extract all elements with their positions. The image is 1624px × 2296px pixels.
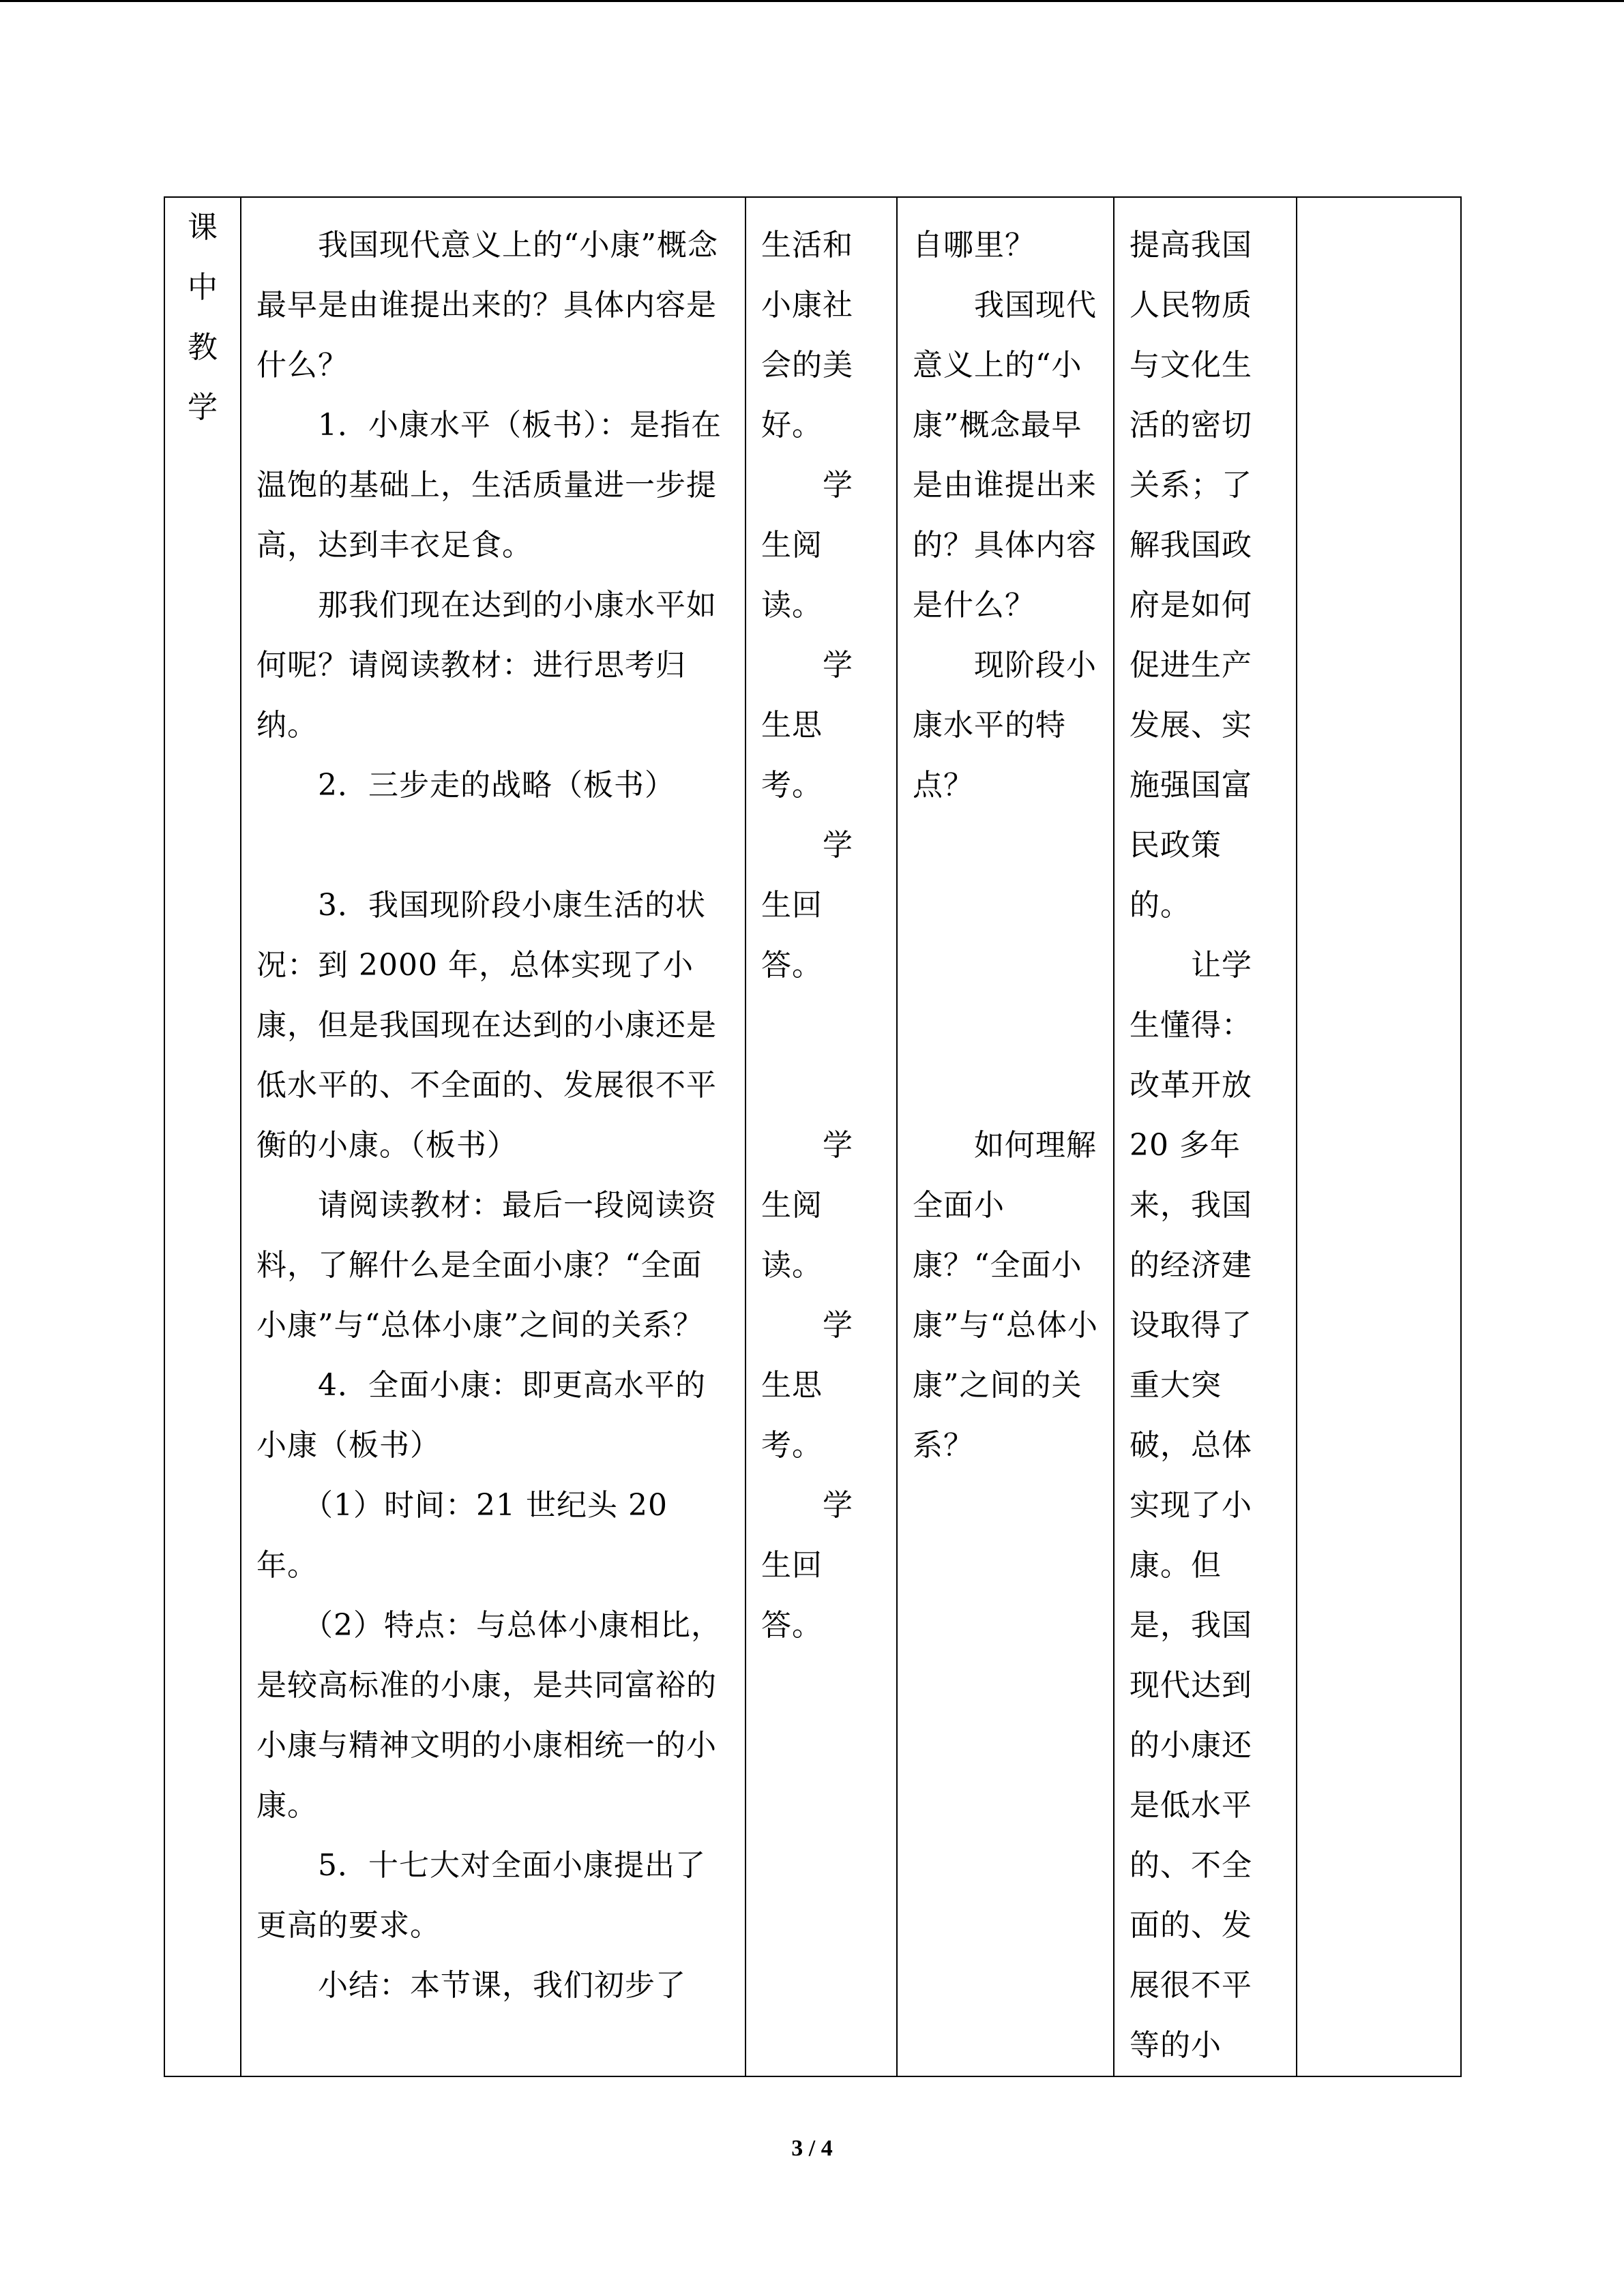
paragraph: 现阶段小康水平的特点？ <box>913 648 1097 803</box>
student-activity <box>746 198 896 1656</box>
guiding-questions-cell <box>897 197 1114 2076</box>
section-label-cell <box>164 197 241 2076</box>
paragraph <box>913 936 1098 996</box>
guiding-questions <box>898 198 1113 1476</box>
design-intent <box>1114 198 1296 2076</box>
paragraph <box>256 816 730 876</box>
table-row <box>164 197 1461 2076</box>
notes-cell <box>1297 197 1461 2076</box>
paragraph: 请阅读教材：最后一段阅读资料，了解什么是全面小康？“全面小康”与“总体小康”之间的关系？ <box>256 1188 717 1343</box>
paragraph: 学生思考。 <box>761 648 853 803</box>
lesson-plan-table <box>164 196 1462 2077</box>
paragraph: 我国现代意义上的“小康”概念最早是由谁提出来的？具体内容是什么？ <box>256 228 718 383</box>
paragraph: （1）时间：21 世纪头 20 年。 <box>256 1488 678 1583</box>
paragraph <box>913 816 1098 876</box>
paragraph: 学生阅读。 <box>761 1128 853 1283</box>
paragraph: 5．十七大对全面小康提出了更高的要求。 <box>256 1848 706 1943</box>
paragraph: （2）特点：与总体小康相比，是较高标准的小康，是共同富裕的小康与精神文明的小康相统一的小康。 <box>256 1608 722 1823</box>
paragraph: 学生回答。 <box>761 828 853 983</box>
teacher-content-cell <box>241 197 745 2076</box>
paragraph <box>761 996 881 1056</box>
paragraph: 学生回答。 <box>761 1488 853 1643</box>
paragraph: 自哪里？ <box>913 228 1035 263</box>
paragraph: 学生阅读。 <box>761 468 853 623</box>
design-intent-cell <box>1114 197 1297 2076</box>
paragraph <box>913 876 1098 936</box>
paragraph: 让学生懂得：改革开放 20 多年来，我国的经济建设取得了重大突破，总体实现了小康。但是，我国现代达到的小康还是低水平的、不全面的、发展很不平等的小 <box>1130 948 1263 2063</box>
paragraph: 3．我国现阶段小康生活的状况：到 2000 年，总体实现了小康，但是我国现在达到的小康还是低水平的、不全面的、发展很不平衡的小康。（板书） <box>256 888 717 1163</box>
paragraph: 那我们现在达到的小康水平如何呢？请阅读教材：进行思考归纳。 <box>256 588 717 743</box>
paragraph: 我国现代意义上的“小康”概念最早是由谁提出来的？具体内容是什么？ <box>913 288 1097 623</box>
paragraph <box>913 996 1098 1056</box>
paragraph: 1．小康水平（板书）：是指在温饱的基础上，生活质量进一步提高，达到丰衣足食。 <box>256 408 722 563</box>
page-number: 3 / 4 <box>791 2136 833 2161</box>
notes <box>1297 198 1460 215</box>
paragraph <box>761 1056 881 1116</box>
paragraph: 提高我国人民物质与文化生活的密切关系；了解我国政府是如何促进生产发展、实施强国富民政策的。 <box>1130 228 1252 923</box>
paragraph: 小结：本节课，我们初步了 <box>256 1968 686 2003</box>
paragraph: 4．全面小康：即更高水平的小康（板书） <box>256 1368 706 1463</box>
student-activity-cell <box>745 197 897 2076</box>
paragraph: 学生思考。 <box>761 1308 853 1463</box>
paragraph <box>913 1056 1098 1116</box>
paragraph: 如何理解全面小康？“全面小康”与“总体小康”之间的关系？ <box>913 1128 1098 1463</box>
teacher-content <box>241 198 745 2016</box>
section-label: 课中教学 <box>188 210 218 425</box>
paragraph: 生活和小康社会的美好。 <box>761 228 853 443</box>
paragraph: 2．三步走的战略（板书） <box>256 768 675 803</box>
page-top-rule <box>0 0 1624 2</box>
